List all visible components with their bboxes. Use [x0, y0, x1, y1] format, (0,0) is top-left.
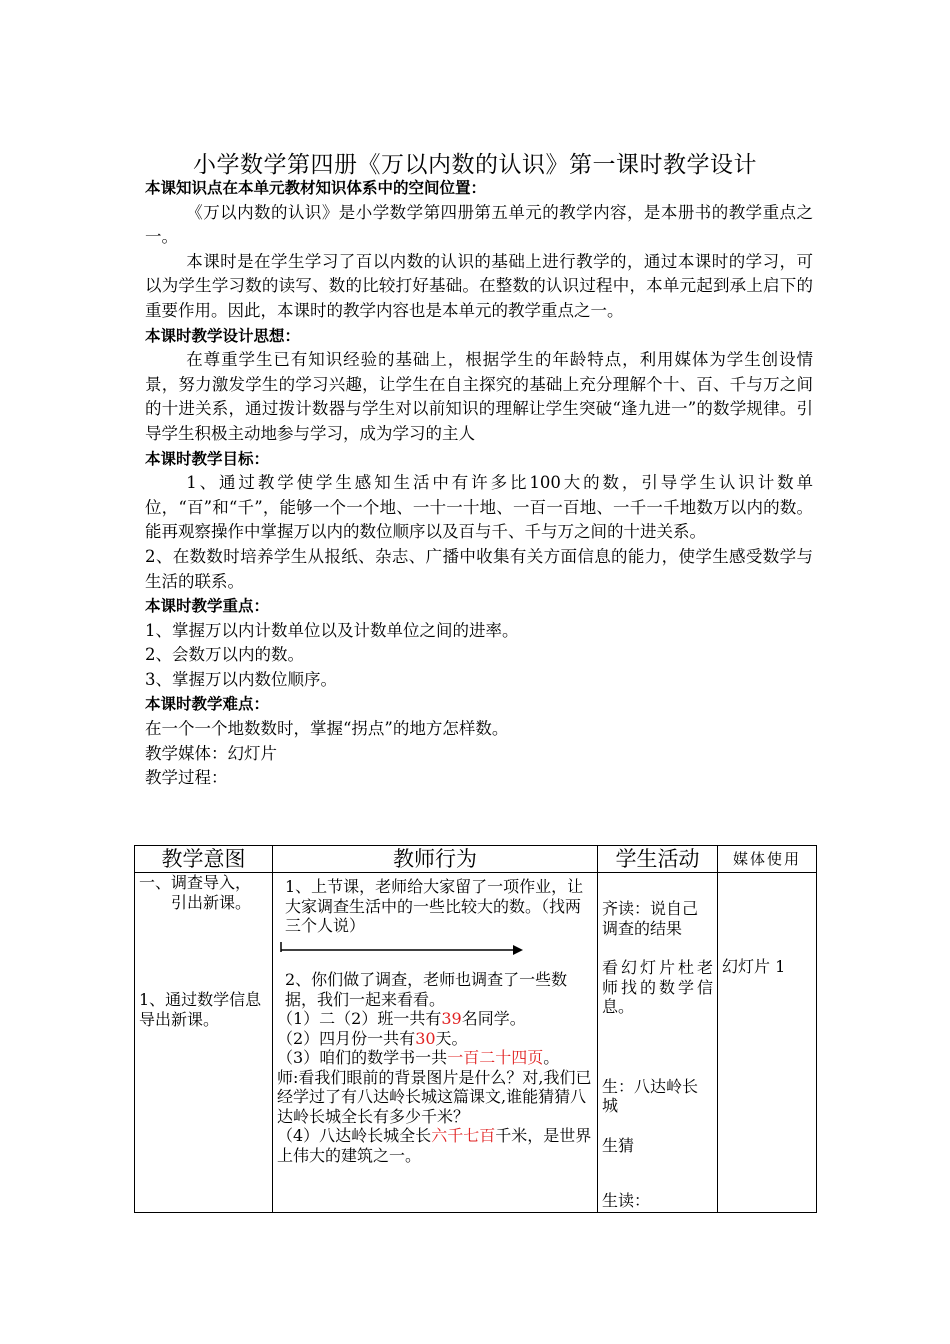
lesson-table: [134, 845, 817, 1213]
student-text: 齐读：说自己调查的结果: [602, 899, 699, 938]
highlight-number: 一百二十四页: [447, 1048, 544, 1067]
teacher-text: 1、上节课，老师给大家留了一项作业，让大家调查生活中的一些比较大的数。（找两三个人说）: [285, 877, 584, 935]
arrow-icon: [277, 938, 527, 958]
teacher-line: （3）咱们的数学书一共一百二十四页。: [277, 1048, 560, 1067]
table-header-row: [135, 846, 817, 873]
student-text: 生猜: [602, 1135, 635, 1155]
paragraph: 《万以内数的认识》是小学数学第四册第五单元的教学内容，是本册书的教学重点之一。: [145, 202, 813, 247]
media-cell: [718, 873, 817, 1213]
teacher-line: （4）八达岭长城全长六千七百千米，是世界上伟大的建筑之一。: [277, 1126, 592, 1165]
highlight-number: 39: [441, 1009, 462, 1028]
section-heading: 本课时教学设计思想：: [145, 326, 301, 345]
intent-text: 一、调查导入，: [139, 873, 252, 892]
list-item: 2、会数万以内的数。: [145, 645, 304, 665]
header-media: 媒体使用: [718, 846, 817, 873]
media-line: 教学媒体：幻灯片: [145, 743, 277, 763]
section-heading: 本课时教学重点：: [145, 597, 270, 616]
intent-text: 1、通过数学信息导出新课。: [139, 990, 262, 1029]
paragraph: 本课时是在学生学习了百以内数的认识的基础上进行教学的，通过本课时的学习，可以为学生学习数的读写、数的比较打好基础。在整数的认识过程中，本单元起到承上启下的重要作用。因此，本课时的教学内容也是本单元的教学重点之一。: [145, 251, 813, 320]
student-text: 看幻灯片杜老师找的数学信息。: [602, 958, 713, 1016]
teacher-line: （2）四月份一共有30天。: [277, 1028, 468, 1048]
paragraph: 在一个一个地数数时，掌握“拐点”的地方怎样数。: [145, 719, 509, 739]
teacher-text: 2、你们做了调查，老师也调查了一些数据，我们一起来看看。: [285, 970, 568, 1009]
student-text: 生读：: [602, 1191, 651, 1210]
intent-cell: [135, 873, 273, 1213]
document-body: [145, 176, 813, 791]
paragraph: 在尊重学生已有知识经验的基础上，根据学生的年龄特点，利用媒体为学生创设情景，努力激发学生的学习兴趣，让学生在自主探究的基础上充分理解个十、百、千与万之间的十进关系，通过拨计数器与学生对以前知识的理解让学生突破“逢九进一”的数学规律。引导学生积极主动地参与学习，成为学习的主人: [145, 350, 813, 443]
teacher-line: （1）二（2）班一共有39名同学。: [277, 1009, 526, 1028]
list-item: 1、掌握万以内计数单位以及计数单位之间的进率。: [145, 620, 519, 640]
header-student: 学生活动: [598, 846, 718, 873]
student-cell: [598, 873, 718, 1213]
paragraph: 2、在数数时培养学生从报纸、杂志、广播中收集有关方面信息的能力，使学生感受数学与生活的联系。: [145, 546, 813, 591]
table-row: [135, 873, 817, 1213]
header-teacher: 教师行为: [273, 846, 598, 873]
section-heading: 本课知识点在本单元教材知识体系中的空间位置：: [145, 179, 487, 197]
process-line: 教学过程：: [145, 768, 228, 788]
list-item: 3、掌握万以内数位顺序。: [145, 669, 337, 689]
section-heading: 本课时教学目标：: [145, 449, 270, 468]
page-title: 小学数学第四册《万以内数的认识》第一课时教学设计: [193, 152, 757, 178]
section-heading: 本课时教学难点：: [145, 695, 270, 714]
highlight-number: 30: [415, 1028, 436, 1048]
teacher-cell: [273, 873, 598, 1213]
media-text: 幻灯片 1: [722, 957, 786, 976]
student-text: 生：八达岭长城: [602, 1076, 699, 1115]
intent-text: 引出新课。: [171, 892, 252, 912]
highlight-number: 六千七百: [431, 1126, 496, 1145]
teacher-text: 师:看我们眼前的背景图片是什么？对,我们已经学过了有八达岭长城这篇课文,谁能猜猜八达岭长城全长有多少千米？: [277, 1067, 592, 1126]
paragraph: 1、通过教学使学生感知生活中有许多比100大的数，引导学生认识计数单位，“百”和“千”，能够一个一个地、一十一十地、一百一百地、一千一千地数万以内的数。能再观察操作中掌握万以内的数位顺序以及百与千、千与万之间的十进关系。: [145, 473, 813, 542]
header-intent: 教学意图: [135, 846, 273, 873]
